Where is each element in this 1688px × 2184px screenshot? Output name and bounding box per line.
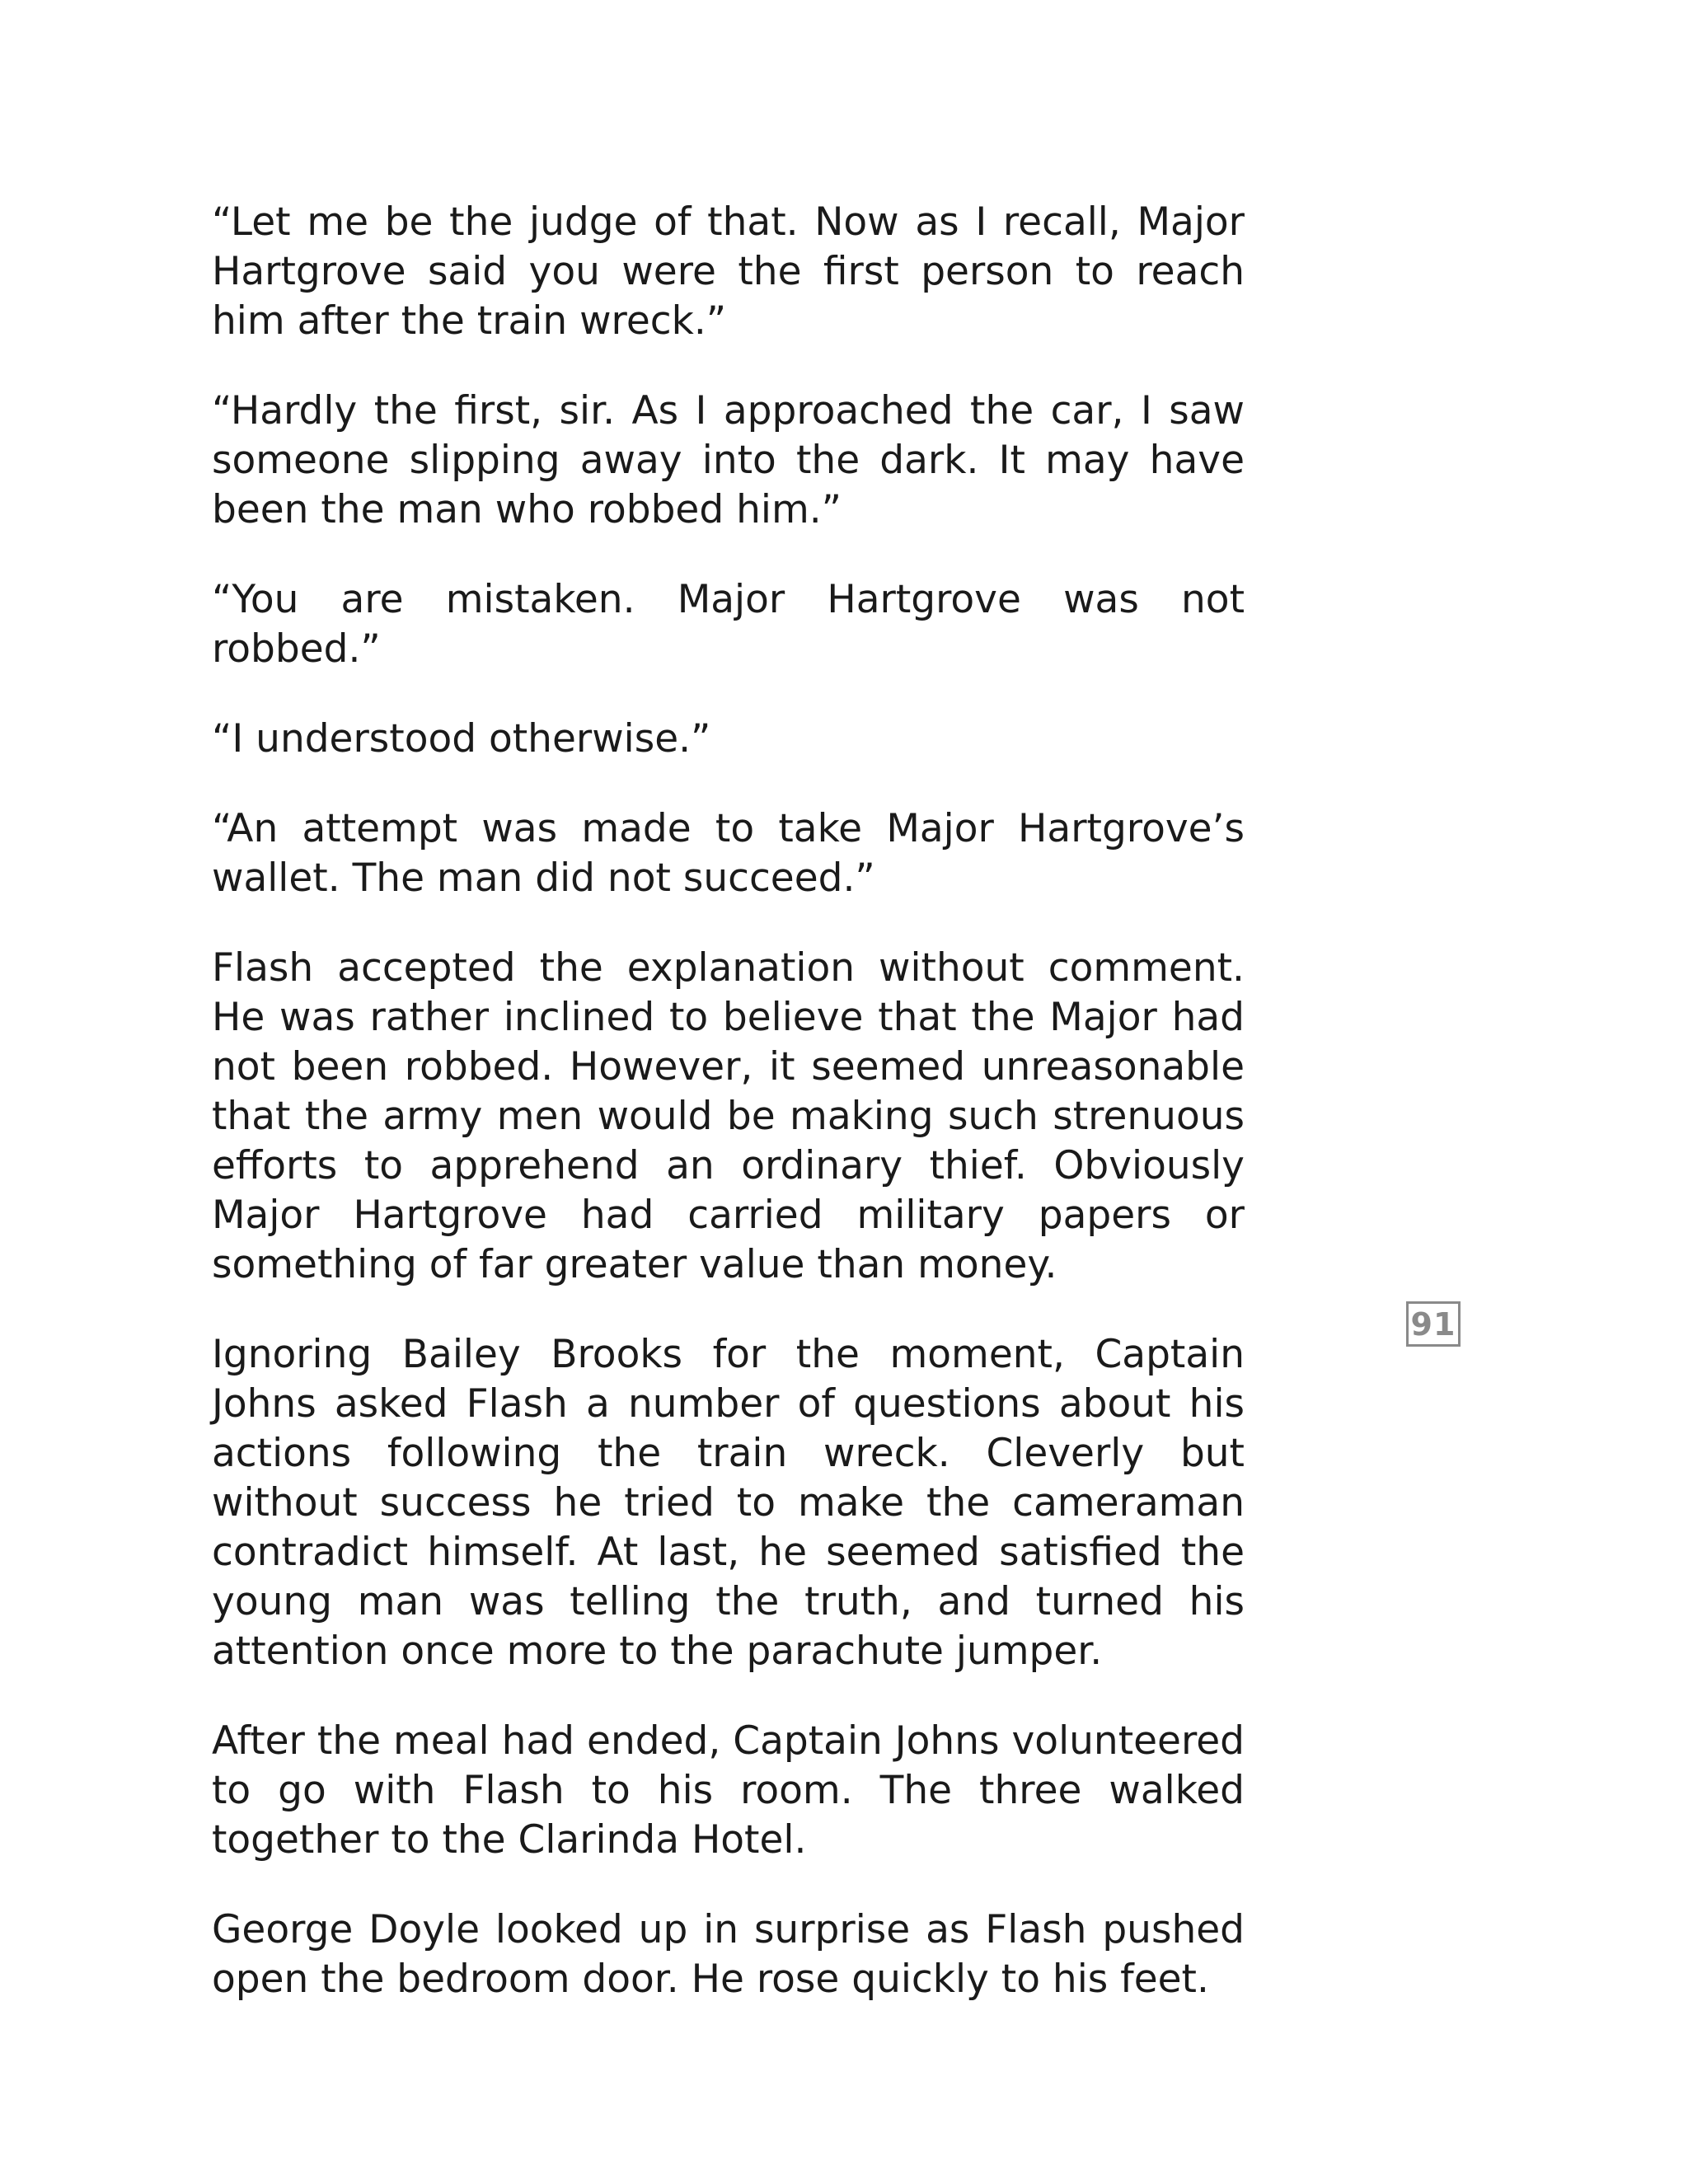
paragraph: “An attempt was made to take Major Hartgrove’s wallet. The man did not succeed.” — [212, 806, 1245, 901]
page-number: 91 — [1406, 1301, 1461, 1347]
body-text — [212, 198, 1245, 2045]
paragraph: Ignoring Bailey Brooks for the moment, Captain Johns asked Flash a number of questions about his actions following the train wreck. Cleverly but without success he tried to make the cameraman contradict himself. At last, he seemed satisfied the young man was telling the truth, and turned his attention once more to the parachute jumper. — [212, 1332, 1245, 1674]
paragraph: George Doyle looked up in surprise as Flash pushed open the bedroom door. He rose quickly to his feet. — [212, 1907, 1245, 2002]
paragraph: Flash accepted the explanation without comment. He was rather inclined to believe that the Major had not been robbed. However, it seemed unreasonable that the army men would be making such strenuous efforts to apprehend an ordinary thief. Obviously Major Hartgrove had carried military papers or something of far greater value than money. — [212, 945, 1245, 1287]
paragraph: “I understood otherwise.” — [212, 716, 711, 762]
paragraph: “You are mistaken. Major Hartgrove was not robbed.” — [212, 577, 1245, 672]
paragraph: After the meal had ended, Captain Johns volunteered to go with Flash to his room. The three walked together to the Clarinda Hotel. — [212, 1718, 1245, 1863]
paragraph: “Hardly the first, sir. As I approached the car, I saw someone slipping away into the dark. It may have been the man who robbed him.” — [212, 388, 1245, 532]
paragraph: “Let me be the judge of that. Now as I recall, Major Hartgrove said you were the first person to reach him after the train wreck.” — [212, 199, 1245, 344]
